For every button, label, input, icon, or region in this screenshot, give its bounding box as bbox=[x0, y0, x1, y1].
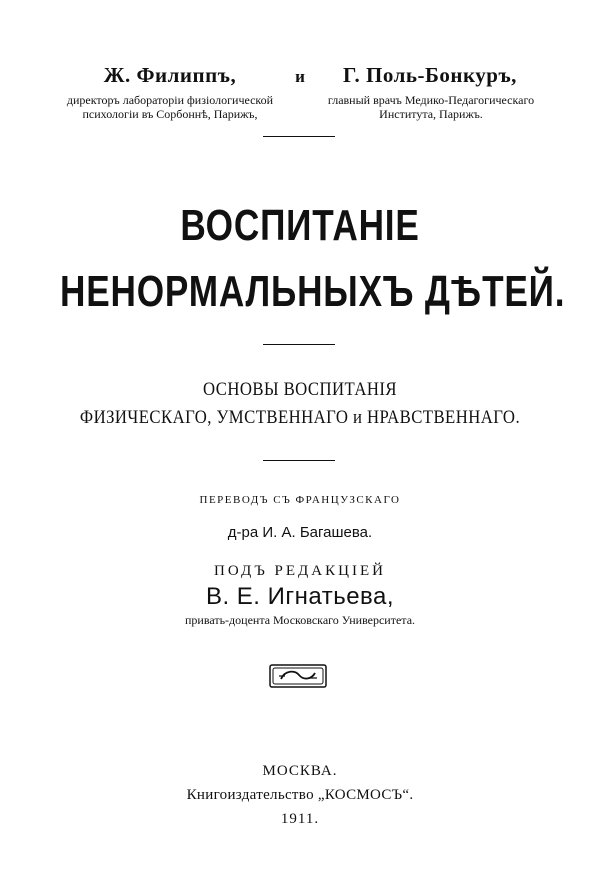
publisher-year: 1911. bbox=[280, 811, 320, 827]
author-left-desc-line2: психологіи въ Сорбоннѣ, Парижъ, bbox=[82, 107, 258, 121]
editor-name: В. Е. Игнатьева, bbox=[205, 583, 395, 610]
author-right-name: Г. Поль-Бонкуръ, bbox=[343, 63, 517, 87]
editor-desc: привать-доцента Московскаго Университета. bbox=[184, 613, 416, 627]
publisher-house: Книгоиздательство „КОСМОСЪ“. bbox=[186, 787, 414, 803]
divider-rule bbox=[263, 136, 335, 137]
author-right-desc-line1: главный врачъ Медико-Педагогическаго bbox=[327, 93, 535, 107]
translation-label: ПЕРЕВОДЪ СЪ ФРАНЦУЗСКАГО bbox=[199, 494, 401, 506]
printer-ornament-icon bbox=[269, 664, 327, 688]
title-line1: ВОСПИТАНІЕ bbox=[180, 201, 420, 250]
translator-name: д-ра И. А. Багашева. bbox=[227, 524, 373, 541]
editor-label: ПОДЪ РЕДАКЦІЕЙ bbox=[214, 563, 386, 579]
author-left-name: Ж. Филиппъ, bbox=[103, 63, 237, 87]
author-right-desc-line2: Института, Парижъ. bbox=[379, 107, 483, 121]
divider-rule bbox=[263, 460, 335, 461]
title-line2: НЕНОРМАЛЬНЫХЪ ДѢТЕЙ. bbox=[60, 267, 566, 316]
author-conjunction: и bbox=[295, 67, 305, 86]
publisher-city: МОСКВА. bbox=[262, 763, 338, 779]
subtitle-line1: ОСНОВЫ ВОСПИТАНІЯ bbox=[203, 379, 397, 400]
divider-rule bbox=[263, 344, 335, 345]
subtitle-line2: ФИЗИЧЕСКАГО, УМСТВЕННАГО и НРАВСТВЕННАГО. bbox=[79, 407, 521, 428]
author-left-desc-line1: директоръ лабораторіи физіологической bbox=[66, 93, 274, 107]
